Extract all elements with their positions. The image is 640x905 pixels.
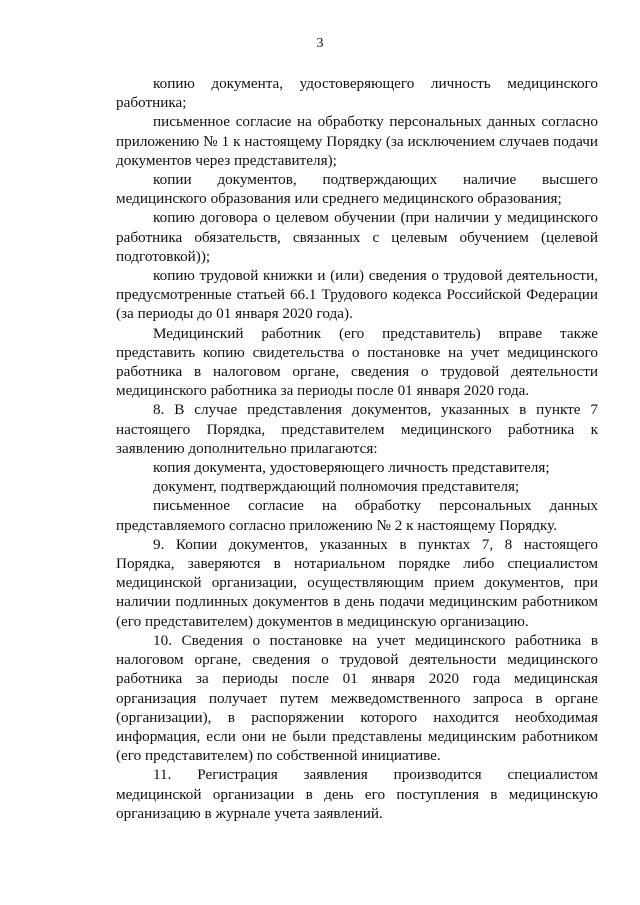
paragraph-work-book: копию трудовой книжки и (или) сведения о трудовой деятельности, предусмотренные статьей 66.1 Трудового кодекса Российской Федерации (за периоды до 01 января 2020 года).: [116, 267, 598, 323]
document-body: [116, 74, 598, 823]
paragraph-item-10: 10. Сведения о постановке на учет медицинского работника в налоговом органе, сведения о трудовой деятельности медицинского работника за периоды после 01 января 2020 года медицинская организация получает путем межведомственного запроса в органе (организации), в распоряжении которого находится необходимая информация, если они не были представлены медицинским работником (его представителем) по собственной инициативе.: [116, 631, 598, 765]
paragraph-optional-docs: Медицинский работник (его представитель) вправе также представить копию свидетельства о постановке на учет медицинского работника в налоговом органе, сведения о трудовой деятельности медицинского работника за периоды после 01 января 2020 года.: [116, 324, 598, 400]
paragraph-item-8: 8. В случае представления документов, указанных в пункте 7 настоящего Порядка, представителем медицинского работника к заявлению дополнительно прилагаются:: [116, 401, 598, 457]
paragraph-consent-appendix-2: письменное согласие на обработку персональных данных представляемого согласно приложению № 2 к настоящему Порядку.: [116, 497, 598, 534]
paragraph-item-11: 11. Регистрация заявления производится специалистом медицинской организации в день его поступления в медицинскую организацию в журнале учета заявлений.: [116, 766, 598, 822]
paragraph-item-9: 9. Копии документов, указанных в пунктах 7, 8 настоящего Порядка, заверяются в нотариальном порядке либо специалистом медицинской организации, осуществляющим прием документов, при наличии подлинных документов в день подачи медицинским работником (его представителем) документов в медицинскую организацию.: [116, 535, 598, 630]
paragraph-target-training: копию договора о целевом обучении (при наличии у медицинского работника обязательств, связанных с целевым обучением (целевой подготовкой));: [116, 209, 598, 265]
page-number: 3: [316, 36, 324, 51]
paragraph-identity-copy: копию документа, удостоверяющего личность медицинского работника;: [116, 75, 598, 112]
paragraph-education-docs: копии документов, подтверждающих наличие высшего медицинского образования или среднего медицинского образования;: [116, 171, 598, 208]
paragraph-power-of-attorney: документ, подтверждающий полномочия представителя;: [153, 478, 520, 496]
paragraph-consent-appendix-1: письменное согласие на обработку персональных данных согласно приложению № 1 к настоящему Порядку (за исключением случаев подачи документов через представителя);: [116, 113, 598, 169]
paragraph-representative-id: копия документа, удостоверяющего личность представителя;: [153, 459, 550, 477]
